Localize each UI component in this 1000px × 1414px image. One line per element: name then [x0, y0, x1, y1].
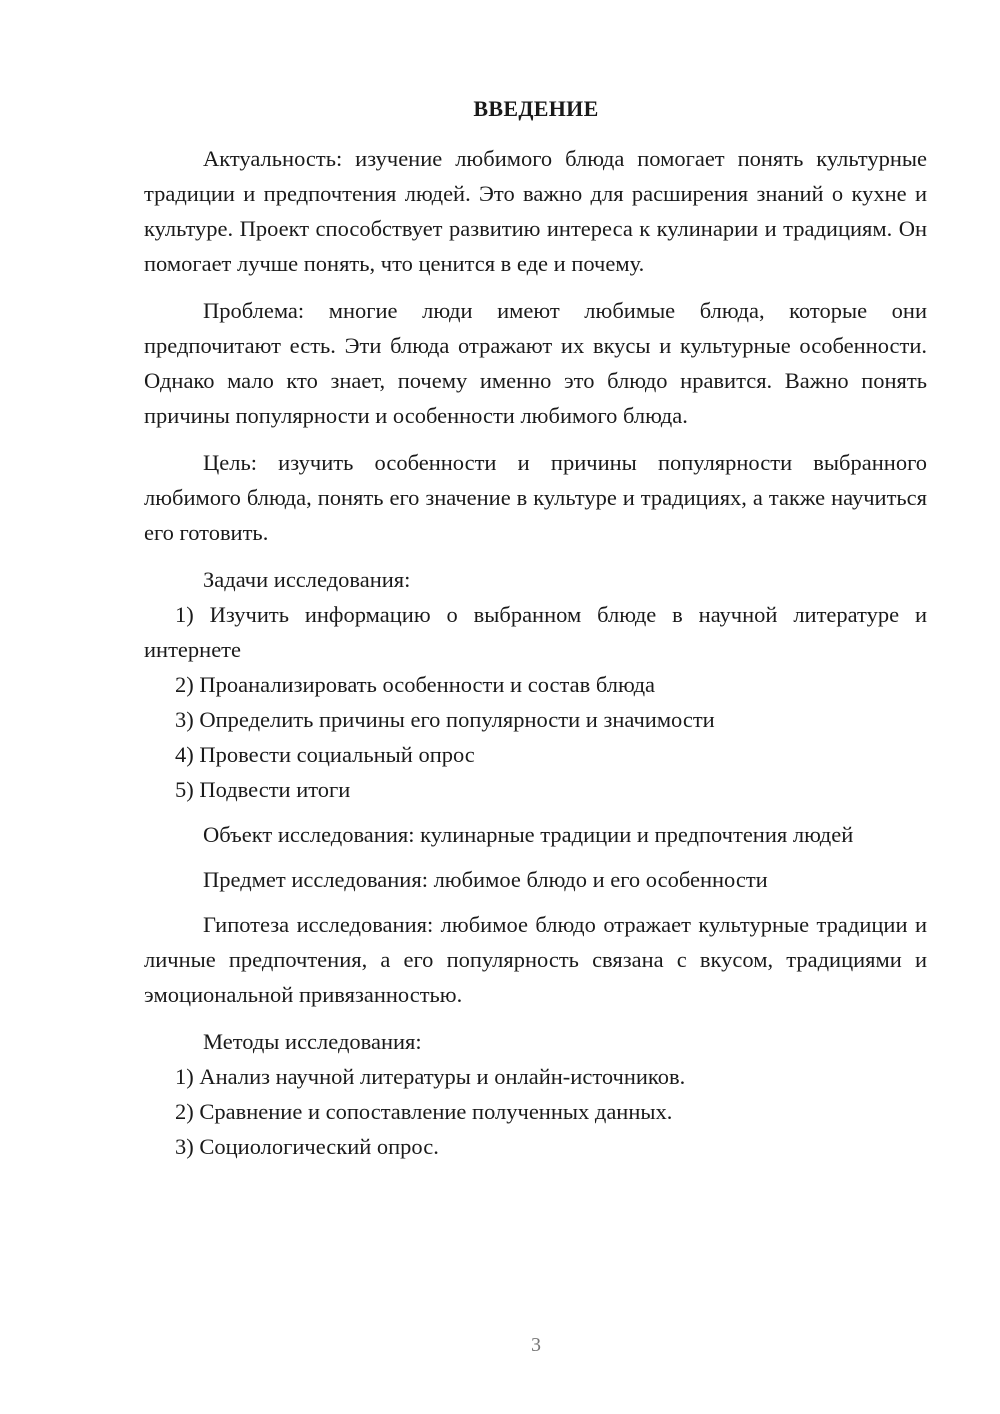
method-item-3: 3) Социологический опрос. [175, 1134, 439, 1159]
section-heading: ВВЕДЕНИЕ [473, 96, 599, 121]
problem-paragraph: Проблема: многие люди имеют любимые блюда, которые они предпочитают есть. Эти блюда отражают их вкусы и культурные особенности. Однако мало кто знает, почему именно это блюдо нравится. Важно понять причины популярности и особенности любимого блюда. [144, 298, 927, 428]
tasks-heading: Задачи исследования: [203, 567, 411, 592]
subject-paragraph: Предмет исследования: любимое блюдо и его особенности [203, 867, 768, 892]
object-paragraph: Объект исследования: кулинарные традиции и предпочтения людей [203, 822, 854, 847]
method-item-2: 2) Сравнение и сопоставление полученных данных. [175, 1099, 673, 1124]
page-number: 3 [531, 1334, 541, 1356]
methods-heading: Методы исследования: [203, 1029, 422, 1054]
method-item-1: 1) Анализ научной литературы и онлайн-источников. [175, 1064, 686, 1089]
body-text [144, 141, 927, 1164]
task-item-3: 3) Определить причины его популярности и значимости [175, 707, 715, 732]
task-item-1: 1) Изучить информацию о выбранном блюде в научной литературе и интернете [144, 602, 927, 662]
task-item-5: 5) Подвести итоги [175, 777, 351, 802]
task-item-2: 2) Проанализировать особенности и состав блюда [175, 672, 656, 697]
relevance-paragraph: Актуальность: изучение любимого блюда помогает понять культурные традиции и предпочтения людей. Это важно для расширения знаний о кухне и культуре. Проект способствует развитию интереса к кулинарии и традициям. Он помогает лучше понять, что ценится в еде и почему. [144, 146, 927, 276]
goal-paragraph: Цель: изучить особенности и причины популярности выбранного любимого блюда, понять его значение в культуре и традициях, а также научиться его готовить. [144, 450, 927, 545]
task-item-4: 4) Провести социальный опрос [175, 742, 475, 767]
hypothesis-paragraph: Гипотеза исследования: любимое блюдо отражает культурные традиции и личные предпочтения, а его популярность связана с вкусом, традициями и эмоциональной привязанностью. [144, 912, 927, 1007]
